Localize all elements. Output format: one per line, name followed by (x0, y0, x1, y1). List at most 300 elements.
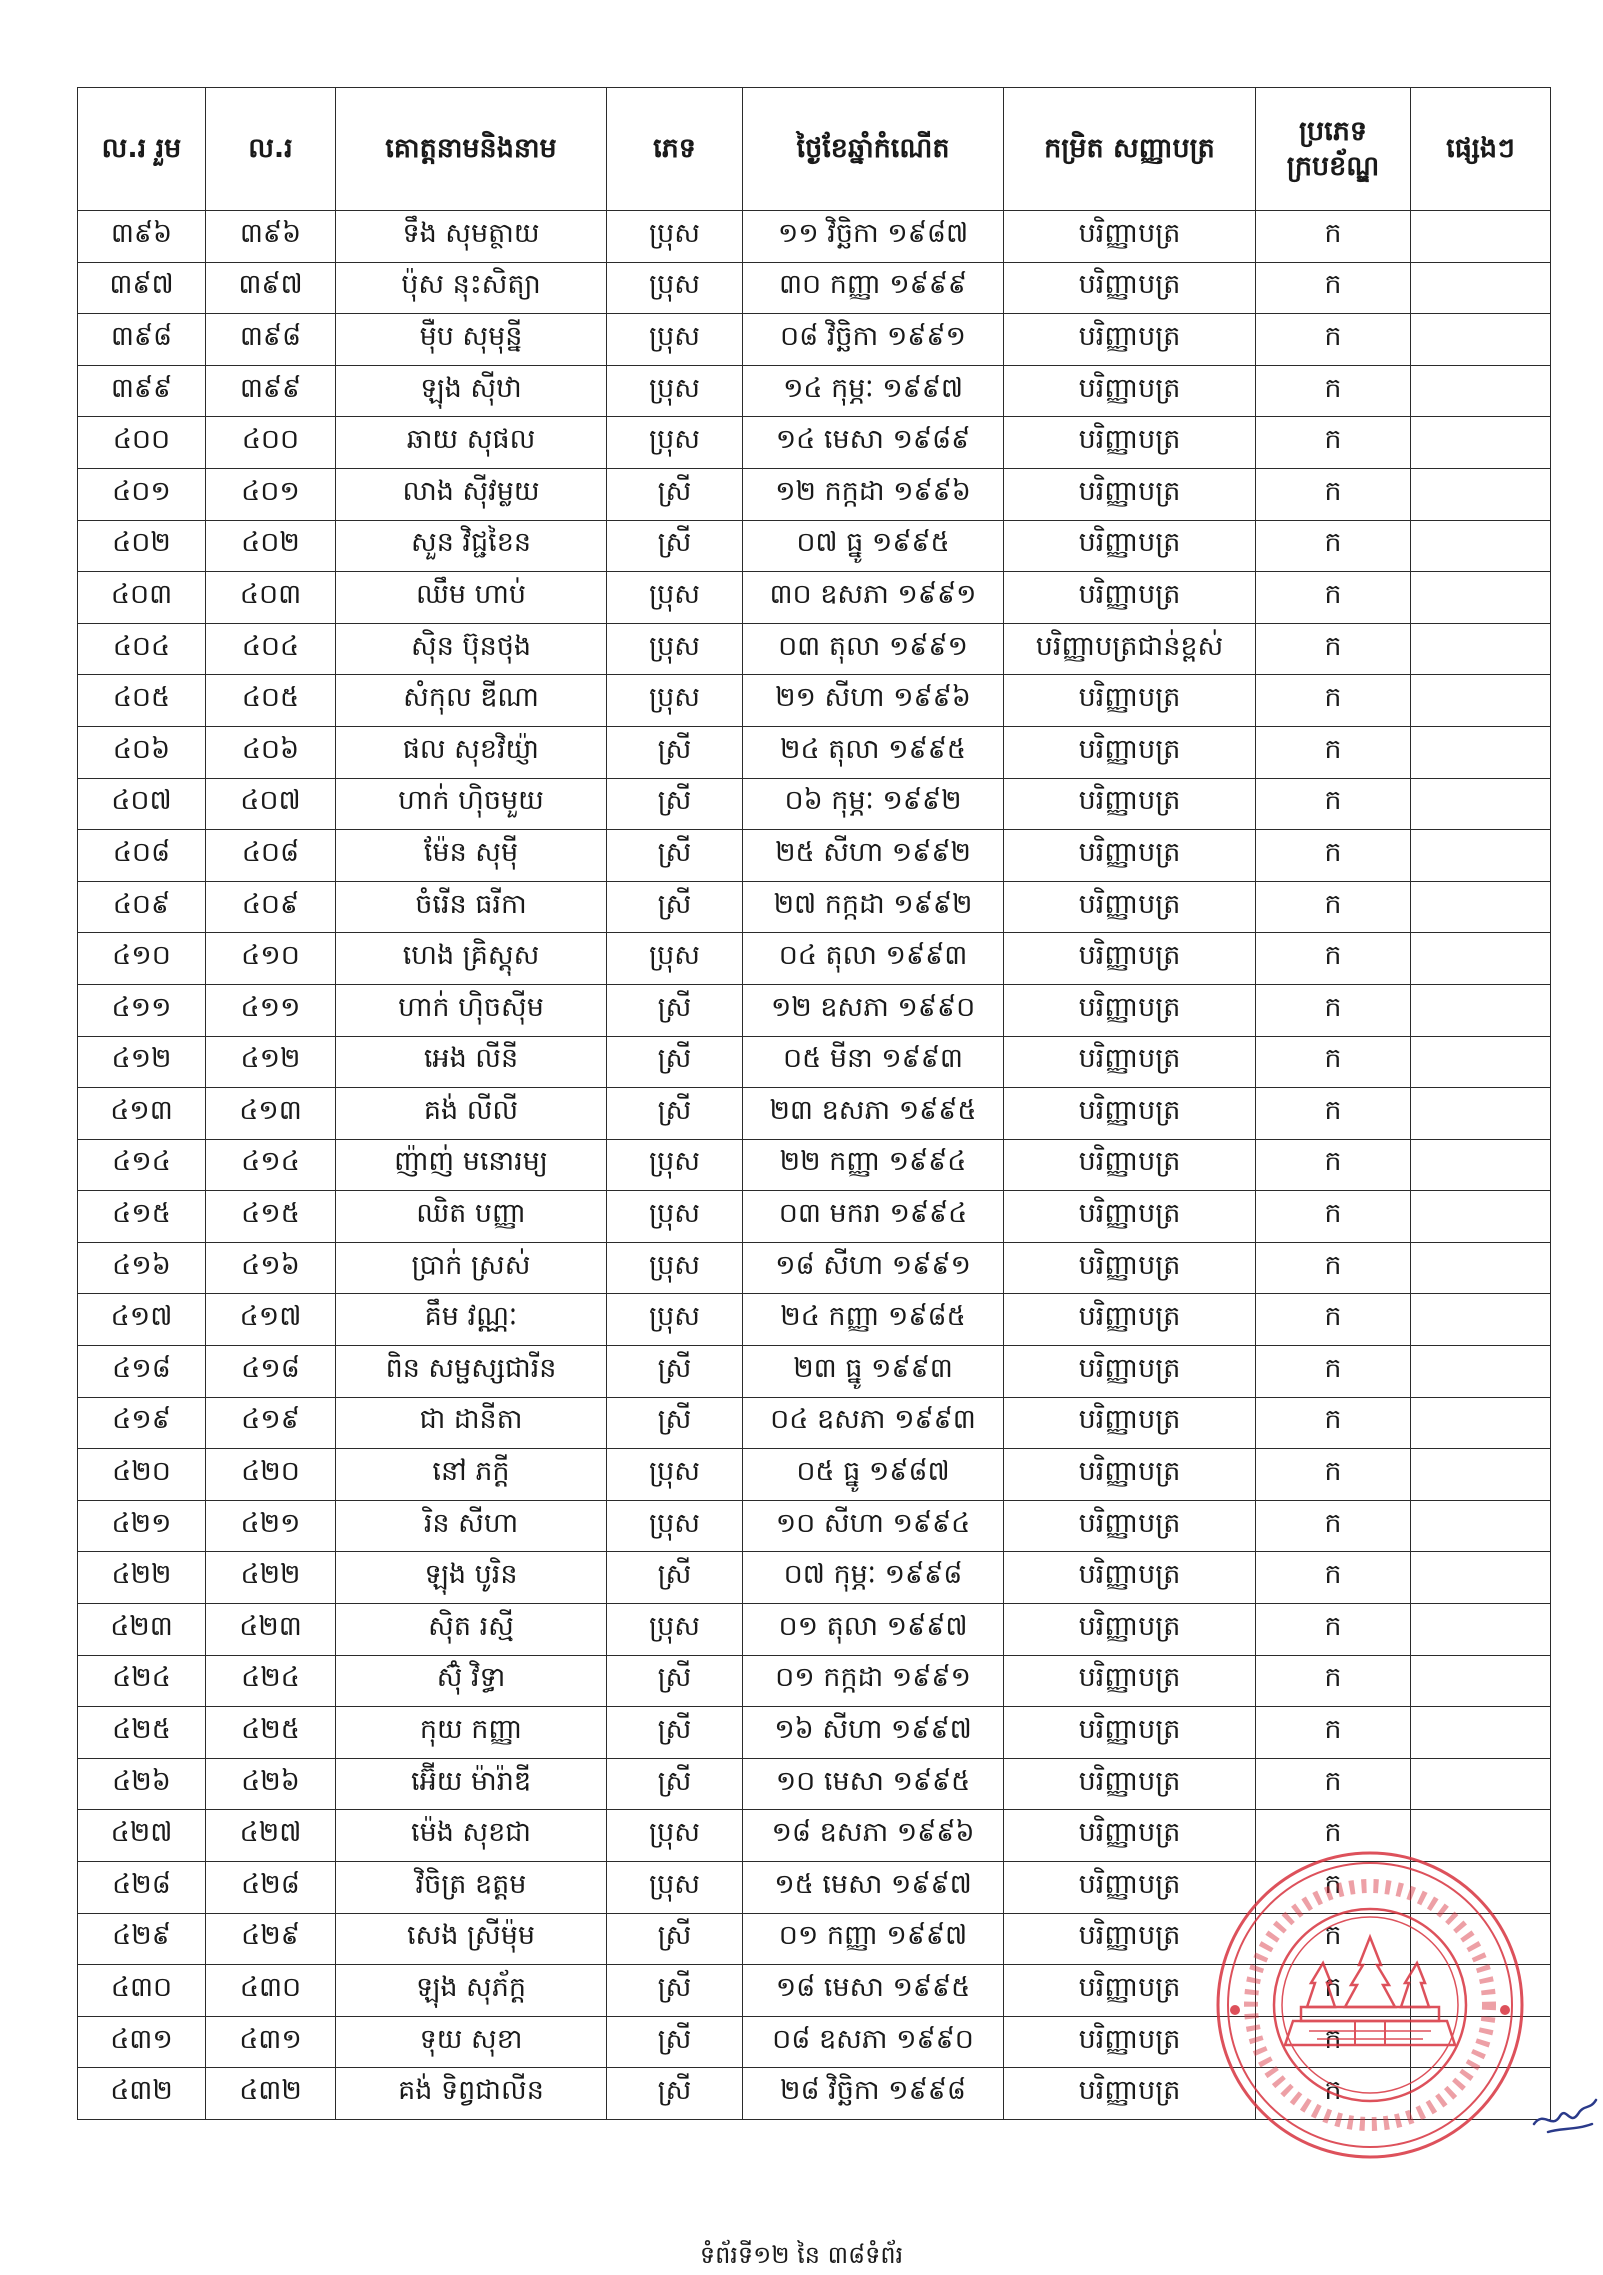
sex-cell: ស្រី (607, 1758, 743, 1810)
overall-number-cell: ៤០៩ (78, 881, 206, 933)
other-cell (1411, 881, 1551, 933)
degree-cell: បរិញ្ញាបត្រ (1004, 675, 1256, 727)
dob-cell: ០៤ តុលា ១៩៩៣ (743, 933, 1004, 985)
number-cell: ៤០៦ (206, 726, 336, 778)
sex-cell: ស្រី (607, 1965, 743, 2017)
overall-number-cell: ៣៩៨ (78, 314, 206, 366)
overall-number-cell: ៤២៥ (78, 1707, 206, 1759)
other-cell (1411, 1242, 1551, 1294)
name-cell: វិចិត្រ ឧត្តម (336, 1862, 607, 1914)
staff-roster-table (77, 87, 1551, 2120)
category-cell: ក (1256, 314, 1411, 366)
sex-cell: ប្រុស (607, 623, 743, 675)
sex-cell: ប្រុស (607, 262, 743, 314)
overall-number-cell: ៤១៤ (78, 1139, 206, 1191)
number-cell: ៤០៧ (206, 778, 336, 830)
table-row (78, 572, 1551, 624)
other-cell (1411, 1655, 1551, 1707)
sex-cell: ស្រី (607, 881, 743, 933)
page-number: ទំព័រទី១២ នៃ ៣៨ទំព័រ (699, 2241, 904, 2269)
name-cell: ម៉េង សុខជា (336, 1810, 607, 1862)
name-cell: អេង លីនី (336, 1036, 607, 1088)
degree-cell: បរិញ្ញាបត្រ (1004, 1036, 1256, 1088)
dob-cell: ៣០ ឧសភា ១៩៩១ (743, 572, 1004, 624)
dob-cell: ១៤ មេសា ១៩៨៩ (743, 417, 1004, 469)
sex-cell: ប្រុស (607, 1294, 743, 1346)
other-cell (1411, 1449, 1551, 1501)
number-cell: ៤០៨ (206, 830, 336, 882)
overall-number-cell: ៤២៩ (78, 1913, 206, 1965)
dob-cell: ១១ វិច្ឆិកា ១៩៨៧ (743, 211, 1004, 263)
table-row (78, 211, 1551, 263)
dob-cell: ០៨ ឧសភា ១៩៩០ (743, 2016, 1004, 2068)
dob-cell: ២១ សីហា ១៩៩៦ (743, 675, 1004, 727)
category-cell: ក (1256, 1604, 1411, 1656)
other-cell (1411, 314, 1551, 366)
number-cell: ៤០៤ (206, 623, 336, 675)
other-cell (1411, 520, 1551, 572)
other-cell (1411, 778, 1551, 830)
category-cell: ក (1256, 1346, 1411, 1398)
number-cell: ៤១៦ (206, 1242, 336, 1294)
sex-cell: ស្រី (607, 1655, 743, 1707)
dob-cell: ១៨ មេសា ១៩៩៥ (743, 1965, 1004, 2017)
degree-cell: បរិញ្ញាបត្រ (1004, 1294, 1256, 1346)
degree-cell: បរិញ្ញាបត្រ (1004, 1758, 1256, 1810)
category-cell: ក (1256, 1191, 1411, 1243)
category-cell: ក (1256, 1088, 1411, 1140)
table-row (78, 1191, 1551, 1243)
dob-cell: ២៤ កញ្ញា ១៩៨៥ (743, 1294, 1004, 1346)
overall-number-cell: ៤០៨ (78, 830, 206, 882)
sex-cell: ប្រុស (607, 572, 743, 624)
number-cell: ៤២០ (206, 1449, 336, 1501)
number-cell: ៤៣១ (206, 2016, 336, 2068)
table-row (78, 1604, 1551, 1656)
sex-cell: ប្រុស (607, 1191, 743, 1243)
number-cell: ៤០១ (206, 468, 336, 520)
degree-cell: បរិញ្ញាបត្រ (1004, 1346, 1256, 1398)
table-row (78, 881, 1551, 933)
name-cell: ទឹង សុមត្ថាយ (336, 211, 607, 263)
overall-number-cell: ៤១១ (78, 984, 206, 1036)
overall-number-cell: ៤០៣ (78, 572, 206, 624)
number-cell: ៤២៥ (206, 1707, 336, 1759)
degree-cell: បរិញ្ញាបត្រ (1004, 2068, 1256, 2120)
sex-cell: ប្រុស (607, 933, 743, 985)
dob-cell: ០៣ តុលា ១៩៩១ (743, 623, 1004, 675)
number-cell: ៤១៨ (206, 1346, 336, 1398)
number-cell: ៤២៦ (206, 1758, 336, 1810)
table-row (78, 623, 1551, 675)
category-cell: ក (1256, 778, 1411, 830)
sex-cell: ស្រី (607, 778, 743, 830)
table-row (78, 314, 1551, 366)
number-cell: ៤១៩ (206, 1397, 336, 1449)
name-cell: គឹម វណ្ណៈ (336, 1294, 607, 1346)
category-cell: ក (1256, 1449, 1411, 1501)
number-cell: ៤៣០ (206, 1965, 336, 2017)
signature-icon (1530, 2080, 1600, 2140)
dob-cell: ០១ កក្កដា ១៩៩១ (743, 1655, 1004, 1707)
sex-cell: ប្រុស (607, 1139, 743, 1191)
category-cell: ក (1256, 984, 1411, 1036)
category-cell: ក (1256, 2068, 1411, 2120)
name-cell: ស៊ិន ប៊ុនថុង (336, 623, 607, 675)
category-cell: ក (1256, 1810, 1411, 1862)
sex-cell: ស្រី (607, 1397, 743, 1449)
table-header-row (78, 88, 1551, 211)
degree-cell: បរិញ្ញាបត្រ (1004, 1088, 1256, 1140)
dob-cell: ៣០ កញ្ញា ១៩៩៩ (743, 262, 1004, 314)
number-cell: ៤២១ (206, 1500, 336, 1552)
table-row (78, 1500, 1551, 1552)
overall-number-cell: ៤២៧ (78, 1810, 206, 1862)
number-cell: ៤១៧ (206, 1294, 336, 1346)
name-cell: ហាក់ ហុិចស៊ីម (336, 984, 607, 1036)
sex-cell: ប្រុស (607, 1810, 743, 1862)
name-cell: ផល សុខវិយ្ញ៉ា (336, 726, 607, 778)
number-cell: ៤៣២ (206, 2068, 336, 2120)
sex-cell: ស្រី (607, 2068, 743, 2120)
header-full-name: គោត្តនាមនិងនាម (336, 88, 607, 211)
sex-cell: ប្រុស (607, 1604, 743, 1656)
category-cell: ក (1256, 1707, 1411, 1759)
degree-cell: បរិញ្ញាបត្រ (1004, 1810, 1256, 1862)
other-cell (1411, 262, 1551, 314)
degree-cell: បរិញ្ញាបត្រ (1004, 933, 1256, 985)
sex-cell: ស្រី (607, 2016, 743, 2068)
overall-number-cell: ៤០៤ (78, 623, 206, 675)
name-cell: ញ៉ាញ់ មនោរម្យ (336, 1139, 607, 1191)
overall-number-cell: ៤៣២ (78, 2068, 206, 2120)
category-cell: ក (1256, 830, 1411, 882)
name-cell: សេង ស្រីម៉ុម (336, 1913, 607, 1965)
number-cell: ៤០០ (206, 417, 336, 469)
dob-cell: ១០ សីហា ១៩៩៤ (743, 1500, 1004, 1552)
sex-cell: ប្រុស (607, 314, 743, 366)
name-cell: ប៉ុស នុះសិត្យា (336, 262, 607, 314)
dob-cell: ០៦ កុម្ភៈ ១៩៩២ (743, 778, 1004, 830)
dob-cell: ០៥ ធ្នូ ១៩៨៧ (743, 1449, 1004, 1501)
overall-number-cell: ៤១៩ (78, 1397, 206, 1449)
sex-cell: ប្រុស (607, 1862, 743, 1914)
number-cell: ៤១៣ (206, 1088, 336, 1140)
table-row (78, 262, 1551, 314)
name-cell: គង់ លីលី (336, 1088, 607, 1140)
table-row (78, 520, 1551, 572)
degree-cell: បរិញ្ញាបត្រ (1004, 314, 1256, 366)
dob-cell: ១៥ មេសា ១៩៩៧ (743, 1862, 1004, 1914)
name-cell: អ៊ើយ ម៉ារ៉ាឌី (336, 1758, 607, 1810)
sex-cell: ស្រី (607, 830, 743, 882)
overall-number-cell: ៤០០ (78, 417, 206, 469)
other-cell (1411, 1139, 1551, 1191)
table-row (78, 1397, 1551, 1449)
number-cell: ៤០៥ (206, 675, 336, 727)
header-other: ផ្សេងៗ (1411, 88, 1551, 211)
other-cell (1411, 1036, 1551, 1088)
sex-cell: ប្រុស (607, 211, 743, 263)
table-row (78, 1707, 1551, 1759)
category-cell: ក (1256, 1655, 1411, 1707)
name-cell: ចំរើន ធរីកា (336, 881, 607, 933)
category-cell: ក (1256, 468, 1411, 520)
dob-cell: ២៣ ធ្នូ ១៩៩៣ (743, 1346, 1004, 1398)
sex-cell: ស្រី (607, 1088, 743, 1140)
overall-number-cell: ៤០៧ (78, 778, 206, 830)
number-cell: ៤២៣ (206, 1604, 336, 1656)
table-row (78, 1552, 1551, 1604)
name-cell: កុយ កញ្ញា (336, 1707, 607, 1759)
number-cell: ៤២៨ (206, 1862, 336, 1914)
degree-cell: បរិញ្ញាបត្រ (1004, 830, 1256, 882)
table-row (78, 365, 1551, 417)
table-row (78, 1036, 1551, 1088)
dob-cell: ២៧ កក្កដា ១៩៩២ (743, 881, 1004, 933)
degree-cell: បរិញ្ញាបត្រ (1004, 211, 1256, 263)
degree-cell: បរិញ្ញាបត្រ (1004, 572, 1256, 624)
header-sex: ភេទ (607, 88, 743, 211)
table-row (78, 1758, 1551, 1810)
overall-number-cell: ៣៩៦ (78, 211, 206, 263)
overall-number-cell: ៤២១ (78, 1500, 206, 1552)
header-degree-level: កម្រិត សញ្ញាបត្រ (1004, 88, 1256, 211)
name-cell: ឡុង បូរិន (336, 1552, 607, 1604)
header-overall-number: ល.រ រួម (78, 88, 206, 211)
name-cell: ប្រាក់ ស្រស់ (336, 1242, 607, 1294)
other-cell (1411, 1191, 1551, 1243)
category-cell: ក (1256, 1552, 1411, 1604)
category-cell: ក (1256, 1139, 1411, 1191)
dob-cell: ០១ កញ្ញា ១៩៩៧ (743, 1913, 1004, 1965)
dob-cell: ១៤ កុម្ភៈ ១៩៩៧ (743, 365, 1004, 417)
number-cell: ៤១៥ (206, 1191, 336, 1243)
name-cell: ឈិត បញ្ញា (336, 1191, 607, 1243)
category-cell: ក (1256, 520, 1411, 572)
table-row (78, 726, 1551, 778)
dob-cell: ០៤ ឧសភា ១៩៩៣ (743, 1397, 1004, 1449)
degree-cell: បរិញ្ញាបត្រ (1004, 1707, 1256, 1759)
other-cell (1411, 468, 1551, 520)
overall-number-cell: ៣៩៧ (78, 262, 206, 314)
overall-number-cell: ៤១០ (78, 933, 206, 985)
sex-cell: ប្រុស (607, 1242, 743, 1294)
category-cell: ក (1256, 726, 1411, 778)
degree-cell: បរិញ្ញាបត្រជាន់ខ្ពស់ (1004, 623, 1256, 675)
overall-number-cell: ៤៣១ (78, 2016, 206, 2068)
header-framework-category: ប្រភេទ ក្របខ័ណ្ឌ (1256, 88, 1411, 211)
number-cell: ៤១០ (206, 933, 336, 985)
name-cell: ឡុង ស៊ីឋា (336, 365, 607, 417)
number-cell: ៤១១ (206, 984, 336, 1036)
category-cell: ក (1256, 572, 1411, 624)
category-cell: ក (1256, 1862, 1411, 1914)
other-cell (1411, 830, 1551, 882)
table-row (78, 1139, 1551, 1191)
sex-cell: ប្រុស (607, 417, 743, 469)
name-cell: លាង ស៊ីវម្លយ (336, 468, 607, 520)
overall-number-cell: ៤១៥ (78, 1191, 206, 1243)
number-cell: ៤២៧ (206, 1810, 336, 1862)
other-cell (1411, 1500, 1551, 1552)
sex-cell: ស្រី (607, 1346, 743, 1398)
sex-cell: ស្រី (607, 726, 743, 778)
header-date-of-birth: ថ្ងៃខែឆ្នាំកំណើត (743, 88, 1004, 211)
category-cell: ក (1256, 1036, 1411, 1088)
overall-number-cell: ៤២០ (78, 1449, 206, 1501)
table-row (78, 1449, 1551, 1501)
name-cell: ទុយ សុខា (336, 2016, 607, 2068)
table-row (78, 1655, 1551, 1707)
number-cell: ៤២៤ (206, 1655, 336, 1707)
sex-cell: ប្រុស (607, 1449, 743, 1501)
name-cell: ស៊ិត រស្មី (336, 1604, 607, 1656)
overall-number-cell: ៤០២ (78, 520, 206, 572)
other-cell (1411, 1346, 1551, 1398)
category-cell: ក (1256, 1397, 1411, 1449)
dob-cell: ២២ កញ្ញា ១៩៩៤ (743, 1139, 1004, 1191)
sex-cell: ប្រុស (607, 1500, 743, 1552)
dob-cell: ០៣ មករា ១៩៩៤ (743, 1191, 1004, 1243)
degree-cell: បរិញ្ញាបត្រ (1004, 1965, 1256, 2017)
degree-cell: បរិញ្ញាបត្រ (1004, 778, 1256, 830)
number-cell: ៤០៩ (206, 881, 336, 933)
number-cell: ៤០៣ (206, 572, 336, 624)
sex-cell: ស្រី (607, 1036, 743, 1088)
category-cell: ក (1256, 1242, 1411, 1294)
category-cell: ក (1256, 365, 1411, 417)
degree-cell: បរិញ្ញាបត្រ (1004, 1449, 1256, 1501)
degree-cell: បរិញ្ញាបត្រ (1004, 365, 1256, 417)
other-cell (1411, 1294, 1551, 1346)
category-cell: ក (1256, 262, 1411, 314)
other-cell (1411, 933, 1551, 985)
overall-number-cell: ៤២៣ (78, 1604, 206, 1656)
other-cell (1411, 1758, 1551, 1810)
number-cell: ៤២៩ (206, 1913, 336, 1965)
degree-cell: បរិញ្ញាបត្រ (1004, 2016, 1256, 2068)
table-row (78, 1088, 1551, 1140)
degree-cell: បរិញ្ញាបត្រ (1004, 726, 1256, 778)
table-row (78, 933, 1551, 985)
category-cell: ក (1256, 417, 1411, 469)
degree-cell: បរិញ្ញាបត្រ (1004, 1862, 1256, 1914)
degree-cell: បរិញ្ញាបត្រ (1004, 417, 1256, 469)
category-cell: ក (1256, 1500, 1411, 1552)
degree-cell: បរិញ្ញាបត្រ (1004, 1397, 1256, 1449)
table-row (78, 1294, 1551, 1346)
table-row (78, 778, 1551, 830)
name-cell: សំកុល ឌីណា (336, 675, 607, 727)
category-cell: ក (1256, 211, 1411, 263)
dob-cell: ២៤ តុលា ១៩៩៥ (743, 726, 1004, 778)
overall-number-cell: ៤០១ (78, 468, 206, 520)
name-cell: រិន សីហា (336, 1500, 607, 1552)
category-cell: ក (1256, 933, 1411, 985)
degree-cell: បរិញ្ញាបត្រ (1004, 1242, 1256, 1294)
name-cell: ម៉ែន សុម៉ី (336, 830, 607, 882)
official-seal-icon (1205, 1845, 1535, 2165)
table-row (78, 984, 1551, 1036)
name-cell: នៅ ភក្តី (336, 1449, 607, 1501)
degree-cell: បរិញ្ញាបត្រ (1004, 520, 1256, 572)
overall-number-cell: ៤១៣ (78, 1088, 206, 1140)
sex-cell: ស្រី (607, 468, 743, 520)
name-cell: ម៉ឺប សុមុន្នី (336, 314, 607, 366)
dob-cell: ០៨ វិច្ឆិកា ១៩៩១ (743, 314, 1004, 366)
overall-number-cell: ៤១៦ (78, 1242, 206, 1294)
degree-cell: បរិញ្ញាបត្រ (1004, 984, 1256, 1036)
number-cell: ៣៩៨ (206, 314, 336, 366)
degree-cell: បរិញ្ញាបត្រ (1004, 1655, 1256, 1707)
table-row (78, 417, 1551, 469)
degree-cell: បរិញ្ញាបត្រ (1004, 1604, 1256, 1656)
degree-cell: បរិញ្ញាបត្រ (1004, 1139, 1256, 1191)
name-cell: ហេង គ្រិស្តុស (336, 933, 607, 985)
category-cell: ក (1256, 881, 1411, 933)
name-cell: ឈឹម ហាប់ (336, 572, 607, 624)
degree-cell: បរិញ្ញាបត្រ (1004, 1552, 1256, 1604)
number-cell: ៣៩៦ (206, 211, 336, 263)
sex-cell: ស្រី (607, 984, 743, 1036)
sex-cell: ស្រី (607, 520, 743, 572)
category-cell: ក (1256, 675, 1411, 727)
overall-number-cell: ៤២៨ (78, 1862, 206, 1914)
overall-number-cell: ៤២៤ (78, 1655, 206, 1707)
number-cell: ៤១២ (206, 1036, 336, 1088)
number-cell: ៤២២ (206, 1552, 336, 1604)
sex-cell: ស្រី (607, 1707, 743, 1759)
number-cell: ៣៩៧ (206, 262, 336, 314)
other-cell (1411, 1552, 1551, 1604)
other-cell (1411, 984, 1551, 1036)
category-cell: ក (1256, 1758, 1411, 1810)
other-cell (1411, 572, 1551, 624)
overall-number-cell: ៤១៧ (78, 1294, 206, 1346)
degree-cell: បរិញ្ញាបត្រ (1004, 1913, 1256, 1965)
dob-cell: ១០ មេសា ១៩៩៥ (743, 1758, 1004, 1810)
overall-number-cell: ៤០៦ (78, 726, 206, 778)
name-cell: ហាក់ ហុិចមួយ (336, 778, 607, 830)
table-row (78, 1346, 1551, 1398)
overall-number-cell: ៤១២ (78, 1036, 206, 1088)
other-cell (1411, 417, 1551, 469)
dob-cell: ១៨ សីហា ១៩៩១ (743, 1242, 1004, 1294)
dob-cell: ២៨ វិច្ឆិកា ១៩៩៨ (743, 2068, 1004, 2120)
dob-cell: ១២ កក្កដា ១៩៩៦ (743, 468, 1004, 520)
overall-number-cell: ៤១៨ (78, 1346, 206, 1398)
degree-cell: បរិញ្ញាបត្រ (1004, 1500, 1256, 1552)
overall-number-cell: ៣៩៩ (78, 365, 206, 417)
overall-number-cell: ៤២៦ (78, 1758, 206, 1810)
dob-cell: ០១ តុលា ១៩៩៧ (743, 1604, 1004, 1656)
name-cell: ឆាយ សុផល (336, 417, 607, 469)
sex-cell: ប្រុស (607, 675, 743, 727)
degree-cell: បរិញ្ញាបត្រ (1004, 262, 1256, 314)
sex-cell: ស្រី (607, 1913, 743, 1965)
sex-cell: ប្រុស (607, 365, 743, 417)
category-cell: ក (1256, 1294, 1411, 1346)
other-cell (1411, 365, 1551, 417)
dob-cell: ០៧ កុម្ភៈ ១៩៩៨ (743, 1552, 1004, 1604)
degree-cell: បរិញ្ញាបត្រ (1004, 881, 1256, 933)
other-cell (1411, 1088, 1551, 1140)
overall-number-cell: ៤០៥ (78, 675, 206, 727)
dob-cell: ២៥ សីហា ១៩៩២ (743, 830, 1004, 882)
dob-cell: ០៧ ធ្នូ ១៩៩៥ (743, 520, 1004, 572)
table-row (78, 1242, 1551, 1294)
